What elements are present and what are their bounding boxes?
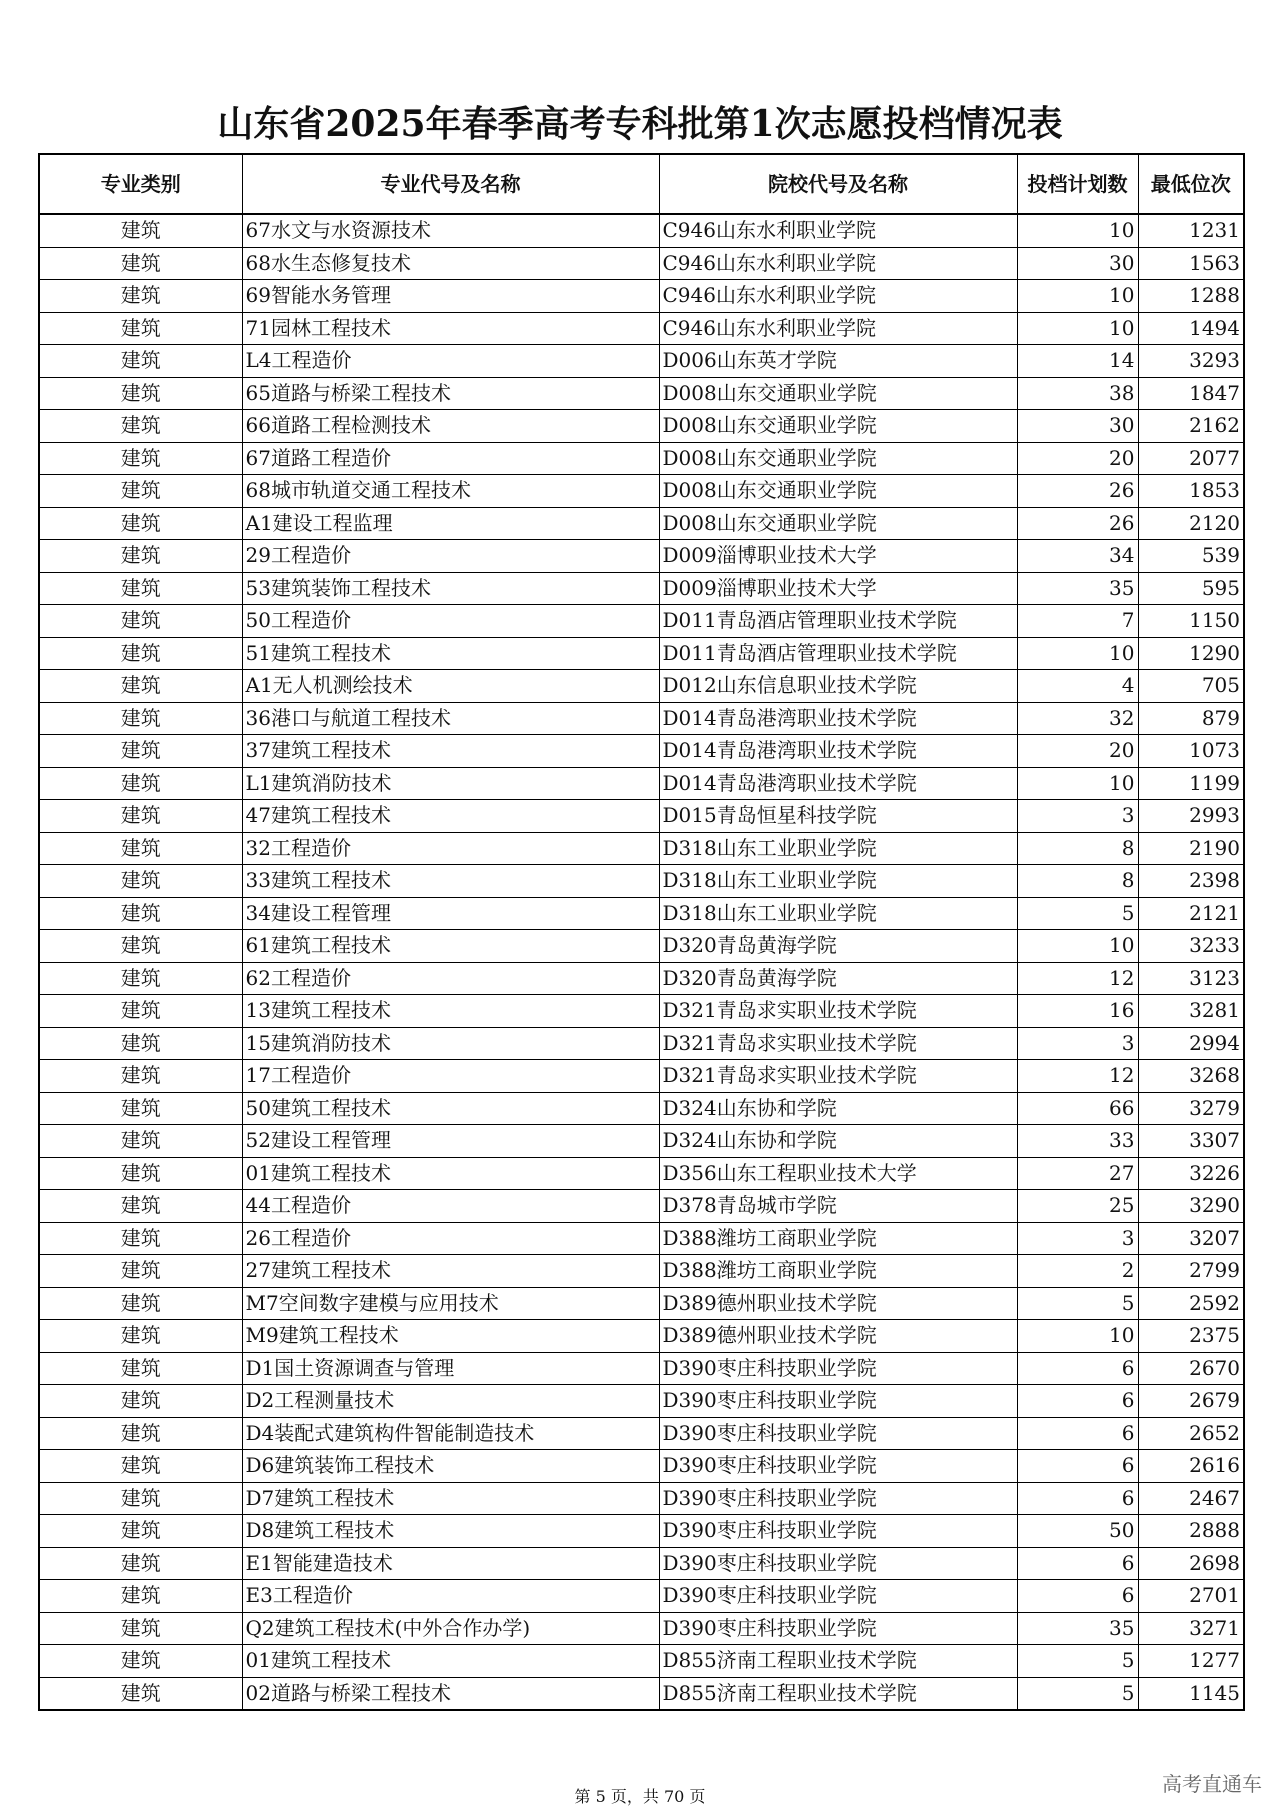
major-cell: 50建筑工程技术 <box>242 1092 659 1125</box>
category-cell: 建筑 <box>39 377 242 410</box>
table-row <box>39 475 1244 508</box>
table-row <box>39 410 1244 443</box>
table-row <box>39 930 1244 963</box>
category-cell: 建筑 <box>39 410 242 443</box>
min-rank-cell: 1563 <box>1138 247 1244 280</box>
min-rank-cell: 2670 <box>1138 1352 1244 1385</box>
table-row <box>39 1190 1244 1223</box>
plan-count-cell: 26 <box>1017 475 1138 508</box>
plan-count-cell: 33 <box>1017 1125 1138 1158</box>
min-rank-cell: 1150 <box>1138 605 1244 638</box>
min-rank-cell: 2120 <box>1138 507 1244 540</box>
plan-count-cell: 6 <box>1017 1482 1138 1515</box>
plan-count-cell: 5 <box>1017 1677 1138 1710</box>
table-row <box>39 572 1244 605</box>
major-cell: E3工程造价 <box>242 1580 659 1613</box>
major-cell: 61建筑工程技术 <box>242 930 659 963</box>
category-cell: 建筑 <box>39 1612 242 1645</box>
plan-count-cell: 30 <box>1017 247 1138 280</box>
major-cell: 67水文与水资源技术 <box>242 214 659 247</box>
plan-count-cell: 34 <box>1017 540 1138 573</box>
category-cell: 建筑 <box>39 702 242 735</box>
table-row <box>39 1157 1244 1190</box>
min-rank-cell: 3207 <box>1138 1222 1244 1255</box>
school-cell: D015青岛恒星科技学院 <box>659 800 1017 833</box>
major-cell: Q2建筑工程技术(中外合作办学) <box>242 1612 659 1645</box>
category-cell: 建筑 <box>39 1190 242 1223</box>
major-cell: 65道路与桥梁工程技术 <box>242 377 659 410</box>
header-major: 专业代号及名称 <box>242 154 659 214</box>
category-cell: 建筑 <box>39 1320 242 1353</box>
major-cell: 29工程造价 <box>242 540 659 573</box>
min-rank-cell: 2616 <box>1138 1450 1244 1483</box>
category-cell: 建筑 <box>39 1125 242 1158</box>
plan-count-cell: 20 <box>1017 735 1138 768</box>
table-row <box>39 897 1244 930</box>
plan-count-cell: 6 <box>1017 1352 1138 1385</box>
table-row <box>39 1580 1244 1613</box>
school-cell: D008山东交通职业学院 <box>659 410 1017 443</box>
school-cell: D006山东英才学院 <box>659 345 1017 378</box>
school-cell: D390枣庄科技职业学院 <box>659 1612 1017 1645</box>
header-category: 专业类别 <box>39 154 242 214</box>
major-cell: 01建筑工程技术 <box>242 1157 659 1190</box>
school-cell: D008山东交通职业学院 <box>659 475 1017 508</box>
watermark: 高考直通车 <box>1162 1772 1262 1796</box>
major-cell: 01建筑工程技术 <box>242 1645 659 1678</box>
plan-count-cell: 3 <box>1017 1222 1138 1255</box>
table-row <box>39 1677 1244 1710</box>
category-cell: 建筑 <box>39 767 242 800</box>
table-row <box>39 1287 1244 1320</box>
school-cell: D321青岛求实职业技术学院 <box>659 995 1017 1028</box>
major-cell: 71园林工程技术 <box>242 312 659 345</box>
min-rank-cell: 2994 <box>1138 1027 1244 1060</box>
min-rank-cell: 1494 <box>1138 312 1244 345</box>
table-row <box>39 1417 1244 1450</box>
major-cell: 44工程造价 <box>242 1190 659 1223</box>
school-cell: D321青岛求实职业技术学院 <box>659 1027 1017 1060</box>
plan-count-cell: 35 <box>1017 1612 1138 1645</box>
school-cell: D356山东工程职业技术大学 <box>659 1157 1017 1190</box>
table-row <box>39 1125 1244 1158</box>
major-cell: 51建筑工程技术 <box>242 637 659 670</box>
table-row <box>39 800 1244 833</box>
plan-count-cell: 30 <box>1017 410 1138 443</box>
plan-count-cell: 6 <box>1017 1385 1138 1418</box>
admission-table <box>38 153 1245 1711</box>
table-row <box>39 345 1244 378</box>
category-cell: 建筑 <box>39 897 242 930</box>
major-cell: 27建筑工程技术 <box>242 1255 659 1288</box>
major-cell: 50工程造价 <box>242 605 659 638</box>
table-body <box>39 214 1244 1710</box>
major-cell: A1无人机测绘技术 <box>242 670 659 703</box>
min-rank-cell: 705 <box>1138 670 1244 703</box>
min-rank-cell: 3123 <box>1138 962 1244 995</box>
category-cell: 建筑 <box>39 1482 242 1515</box>
school-cell: D011青岛酒店管理职业技术学院 <box>659 637 1017 670</box>
category-cell: 建筑 <box>39 475 242 508</box>
major-cell: 66道路工程检测技术 <box>242 410 659 443</box>
min-rank-cell: 2121 <box>1138 897 1244 930</box>
major-cell: M9建筑工程技术 <box>242 1320 659 1353</box>
school-cell: D011青岛酒店管理职业技术学院 <box>659 605 1017 638</box>
plan-count-cell: 3 <box>1017 800 1138 833</box>
school-cell: D388潍坊工商职业学院 <box>659 1222 1017 1255</box>
min-rank-cell: 1847 <box>1138 377 1244 410</box>
school-cell: D014青岛港湾职业技术学院 <box>659 767 1017 800</box>
min-rank-cell: 1199 <box>1138 767 1244 800</box>
school-cell: D390枣庄科技职业学院 <box>659 1352 1017 1385</box>
major-cell: 52建设工程管理 <box>242 1125 659 1158</box>
major-cell: 67道路工程造价 <box>242 442 659 475</box>
school-cell: D390枣庄科技职业学院 <box>659 1385 1017 1418</box>
category-cell: 建筑 <box>39 832 242 865</box>
major-cell: 17工程造价 <box>242 1060 659 1093</box>
table-row <box>39 767 1244 800</box>
table-row <box>39 995 1244 1028</box>
category-cell: 建筑 <box>39 1677 242 1710</box>
major-cell: 02道路与桥梁工程技术 <box>242 1677 659 1710</box>
major-cell: 34建设工程管理 <box>242 897 659 930</box>
min-rank-cell: 2375 <box>1138 1320 1244 1353</box>
category-cell: 建筑 <box>39 345 242 378</box>
header-min-rank: 最低位次 <box>1138 154 1244 214</box>
plan-count-cell: 12 <box>1017 1060 1138 1093</box>
min-rank-cell: 539 <box>1138 540 1244 573</box>
category-cell: 建筑 <box>39 1352 242 1385</box>
plan-count-cell: 10 <box>1017 214 1138 247</box>
school-cell: D389德州职业技术学院 <box>659 1320 1017 1353</box>
table-row <box>39 702 1244 735</box>
category-cell: 建筑 <box>39 442 242 475</box>
table-row <box>39 1255 1244 1288</box>
plan-count-cell: 6 <box>1017 1450 1138 1483</box>
category-cell: 建筑 <box>39 735 242 768</box>
min-rank-cell: 3268 <box>1138 1060 1244 1093</box>
school-cell: D321青岛求实职业技术学院 <box>659 1060 1017 1093</box>
plan-count-cell: 20 <box>1017 442 1138 475</box>
school-cell: D855济南工程职业技术学院 <box>659 1677 1017 1710</box>
min-rank-cell: 2701 <box>1138 1580 1244 1613</box>
school-cell: D390枣庄科技职业学院 <box>659 1547 1017 1580</box>
table-row <box>39 1515 1244 1548</box>
table-row <box>39 507 1244 540</box>
category-cell: 建筑 <box>39 540 242 573</box>
school-cell: D390枣庄科技职业学院 <box>659 1580 1017 1613</box>
school-cell: D009淄博职业技术大学 <box>659 572 1017 605</box>
category-cell: 建筑 <box>39 1222 242 1255</box>
min-rank-cell: 1277 <box>1138 1645 1244 1678</box>
school-cell: D390枣庄科技职业学院 <box>659 1515 1017 1548</box>
min-rank-cell: 3271 <box>1138 1612 1244 1645</box>
table-row <box>39 312 1244 345</box>
category-cell: 建筑 <box>39 1450 242 1483</box>
category-cell: 建筑 <box>39 1287 242 1320</box>
min-rank-cell: 2888 <box>1138 1515 1244 1548</box>
min-rank-cell: 2698 <box>1138 1547 1244 1580</box>
school-cell: D014青岛港湾职业技术学院 <box>659 702 1017 735</box>
major-cell: 69智能水务管理 <box>242 280 659 313</box>
major-cell: D1国土资源调查与管理 <box>242 1352 659 1385</box>
table-row <box>39 865 1244 898</box>
table-row <box>39 962 1244 995</box>
plan-count-cell: 10 <box>1017 312 1138 345</box>
major-cell: 47建筑工程技术 <box>242 800 659 833</box>
school-cell: D389德州职业技术学院 <box>659 1287 1017 1320</box>
school-cell: D390枣庄科技职业学院 <box>659 1417 1017 1450</box>
plan-count-cell: 2 <box>1017 1255 1138 1288</box>
table-row <box>39 1352 1244 1385</box>
major-cell: 68水生态修复技术 <box>242 247 659 280</box>
major-cell: 68城市轨道交通工程技术 <box>242 475 659 508</box>
major-cell: 33建筑工程技术 <box>242 865 659 898</box>
school-cell: D388潍坊工商职业学院 <box>659 1255 1017 1288</box>
category-cell: 建筑 <box>39 1157 242 1190</box>
category-cell: 建筑 <box>39 962 242 995</box>
table-row <box>39 214 1244 247</box>
plan-count-cell: 27 <box>1017 1157 1138 1190</box>
table-row <box>39 1060 1244 1093</box>
min-rank-cell: 2592 <box>1138 1287 1244 1320</box>
major-cell: 53建筑装饰工程技术 <box>242 572 659 605</box>
min-rank-cell: 1073 <box>1138 735 1244 768</box>
category-cell: 建筑 <box>39 1547 242 1580</box>
min-rank-cell: 3279 <box>1138 1092 1244 1125</box>
category-cell: 建筑 <box>39 1092 242 1125</box>
school-cell: D378青岛城市学院 <box>659 1190 1017 1223</box>
plan-count-cell: 10 <box>1017 930 1138 963</box>
plan-count-cell: 3 <box>1017 1027 1138 1060</box>
header-school: 院校代号及名称 <box>659 154 1017 214</box>
min-rank-cell: 3290 <box>1138 1190 1244 1223</box>
table-row <box>39 832 1244 865</box>
min-rank-cell: 2162 <box>1138 410 1244 443</box>
category-cell: 建筑 <box>39 930 242 963</box>
major-cell: 32工程造价 <box>242 832 659 865</box>
category-cell: 建筑 <box>39 1417 242 1450</box>
table-row <box>39 377 1244 410</box>
category-cell: 建筑 <box>39 637 242 670</box>
category-cell: 建筑 <box>39 800 242 833</box>
category-cell: 建筑 <box>39 1255 242 1288</box>
table-row <box>39 1645 1244 1678</box>
min-rank-cell: 2467 <box>1138 1482 1244 1515</box>
table-row <box>39 1612 1244 1645</box>
plan-count-cell: 5 <box>1017 1645 1138 1678</box>
major-cell: D6建筑装饰工程技术 <box>242 1450 659 1483</box>
plan-count-cell: 25 <box>1017 1190 1138 1223</box>
min-rank-cell: 1288 <box>1138 280 1244 313</box>
min-rank-cell: 2679 <box>1138 1385 1244 1418</box>
min-rank-cell: 1290 <box>1138 637 1244 670</box>
min-rank-cell: 3233 <box>1138 930 1244 963</box>
plan-count-cell: 26 <box>1017 507 1138 540</box>
plan-count-cell: 6 <box>1017 1580 1138 1613</box>
category-cell: 建筑 <box>39 1580 242 1613</box>
school-cell: C946山东水利职业学院 <box>659 312 1017 345</box>
plan-count-cell: 10 <box>1017 637 1138 670</box>
table-row <box>39 247 1244 280</box>
plan-count-cell: 10 <box>1017 280 1138 313</box>
page-title: 山东省2025年春季高考专科批第1次志愿投档情况表 <box>217 103 1063 145</box>
plan-count-cell: 50 <box>1017 1515 1138 1548</box>
table-row <box>39 1385 1244 1418</box>
min-rank-cell: 1853 <box>1138 475 1244 508</box>
major-cell: D7建筑工程技术 <box>242 1482 659 1515</box>
school-cell: D014青岛港湾职业技术学院 <box>659 735 1017 768</box>
plan-count-cell: 4 <box>1017 670 1138 703</box>
category-cell: 建筑 <box>39 1385 242 1418</box>
table-row <box>39 1320 1244 1353</box>
major-cell: 62工程造价 <box>242 962 659 995</box>
category-cell: 建筑 <box>39 865 242 898</box>
major-cell: 26工程造价 <box>242 1222 659 1255</box>
school-cell: D320青岛黄海学院 <box>659 930 1017 963</box>
school-cell: D855济南工程职业技术学院 <box>659 1645 1017 1678</box>
plan-count-cell: 35 <box>1017 572 1138 605</box>
table-row <box>39 1482 1244 1515</box>
major-cell: L4工程造价 <box>242 345 659 378</box>
school-cell: D318山东工业职业学院 <box>659 865 1017 898</box>
school-cell: D390枣庄科技职业学院 <box>659 1450 1017 1483</box>
table-row <box>39 442 1244 475</box>
plan-count-cell: 10 <box>1017 767 1138 800</box>
min-rank-cell: 2077 <box>1138 442 1244 475</box>
plan-count-cell: 38 <box>1017 377 1138 410</box>
major-cell: D8建筑工程技术 <box>242 1515 659 1548</box>
table-row <box>39 1027 1244 1060</box>
category-cell: 建筑 <box>39 1645 242 1678</box>
category-cell: 建筑 <box>39 670 242 703</box>
category-cell: 建筑 <box>39 247 242 280</box>
category-cell: 建筑 <box>39 1060 242 1093</box>
min-rank-cell: 2190 <box>1138 832 1244 865</box>
category-cell: 建筑 <box>39 605 242 638</box>
table-row <box>39 540 1244 573</box>
school-cell: D012山东信息职业技术学院 <box>659 670 1017 703</box>
plan-count-cell: 66 <box>1017 1092 1138 1125</box>
min-rank-cell: 2398 <box>1138 865 1244 898</box>
table-row <box>39 605 1244 638</box>
category-cell: 建筑 <box>39 995 242 1028</box>
table-row <box>39 735 1244 768</box>
table-row <box>39 1547 1244 1580</box>
min-rank-cell: 3226 <box>1138 1157 1244 1190</box>
table-row <box>39 1092 1244 1125</box>
plan-count-cell: 10 <box>1017 1320 1138 1353</box>
min-rank-cell: 1145 <box>1138 1677 1244 1710</box>
min-rank-cell: 2799 <box>1138 1255 1244 1288</box>
major-cell: M7空间数字建模与应用技术 <box>242 1287 659 1320</box>
page-number: 第 5 页，共 70 页 <box>574 1787 706 1806</box>
plan-count-cell: 8 <box>1017 832 1138 865</box>
school-cell: C946山东水利职业学院 <box>659 280 1017 313</box>
plan-count-cell: 14 <box>1017 345 1138 378</box>
school-cell: C946山东水利职业学院 <box>659 214 1017 247</box>
school-cell: D318山东工业职业学院 <box>659 897 1017 930</box>
plan-count-cell: 6 <box>1017 1417 1138 1450</box>
plan-count-cell: 32 <box>1017 702 1138 735</box>
plan-count-cell: 5 <box>1017 1287 1138 1320</box>
plan-count-cell: 6 <box>1017 1547 1138 1580</box>
category-cell: 建筑 <box>39 312 242 345</box>
school-cell: D324山东协和学院 <box>659 1125 1017 1158</box>
min-rank-cell: 3293 <box>1138 345 1244 378</box>
school-cell: C946山东水利职业学院 <box>659 247 1017 280</box>
major-cell: L1建筑消防技术 <box>242 767 659 800</box>
major-cell: E1智能建造技术 <box>242 1547 659 1580</box>
min-rank-cell: 1231 <box>1138 214 1244 247</box>
school-cell: D320青岛黄海学院 <box>659 962 1017 995</box>
school-cell: D324山东协和学院 <box>659 1092 1017 1125</box>
school-cell: D008山东交通职业学院 <box>659 507 1017 540</box>
major-cell: 37建筑工程技术 <box>242 735 659 768</box>
major-cell: D2工程测量技术 <box>242 1385 659 1418</box>
major-cell: 36港口与航道工程技术 <box>242 702 659 735</box>
min-rank-cell: 879 <box>1138 702 1244 735</box>
table-row <box>39 637 1244 670</box>
table-row <box>39 670 1244 703</box>
school-cell: D318山东工业职业学院 <box>659 832 1017 865</box>
school-cell: D009淄博职业技术大学 <box>659 540 1017 573</box>
category-cell: 建筑 <box>39 1515 242 1548</box>
school-cell: D008山东交通职业学院 <box>659 442 1017 475</box>
school-cell: D390枣庄科技职业学院 <box>659 1482 1017 1515</box>
major-cell: 13建筑工程技术 <box>242 995 659 1028</box>
table-row <box>39 280 1244 313</box>
school-cell: D008山东交通职业学院 <box>659 377 1017 410</box>
min-rank-cell: 2993 <box>1138 800 1244 833</box>
min-rank-cell: 3281 <box>1138 995 1244 1028</box>
plan-count-cell: 8 <box>1017 865 1138 898</box>
plan-count-cell: 12 <box>1017 962 1138 995</box>
table-header-row <box>39 154 1244 214</box>
min-rank-cell: 3307 <box>1138 1125 1244 1158</box>
plan-count-cell: 7 <box>1017 605 1138 638</box>
category-cell: 建筑 <box>39 280 242 313</box>
table-row <box>39 1222 1244 1255</box>
min-rank-cell: 595 <box>1138 572 1244 605</box>
category-cell: 建筑 <box>39 572 242 605</box>
plan-count-cell: 5 <box>1017 897 1138 930</box>
table-row <box>39 1450 1244 1483</box>
category-cell: 建筑 <box>39 1027 242 1060</box>
category-cell: 建筑 <box>39 507 242 540</box>
major-cell: D4装配式建筑构件智能制造技术 <box>242 1417 659 1450</box>
min-rank-cell: 2652 <box>1138 1417 1244 1450</box>
header-plan-count: 投档计划数 <box>1017 154 1138 214</box>
plan-count-cell: 16 <box>1017 995 1138 1028</box>
category-cell: 建筑 <box>39 214 242 247</box>
major-cell: A1建设工程监理 <box>242 507 659 540</box>
major-cell: 15建筑消防技术 <box>242 1027 659 1060</box>
